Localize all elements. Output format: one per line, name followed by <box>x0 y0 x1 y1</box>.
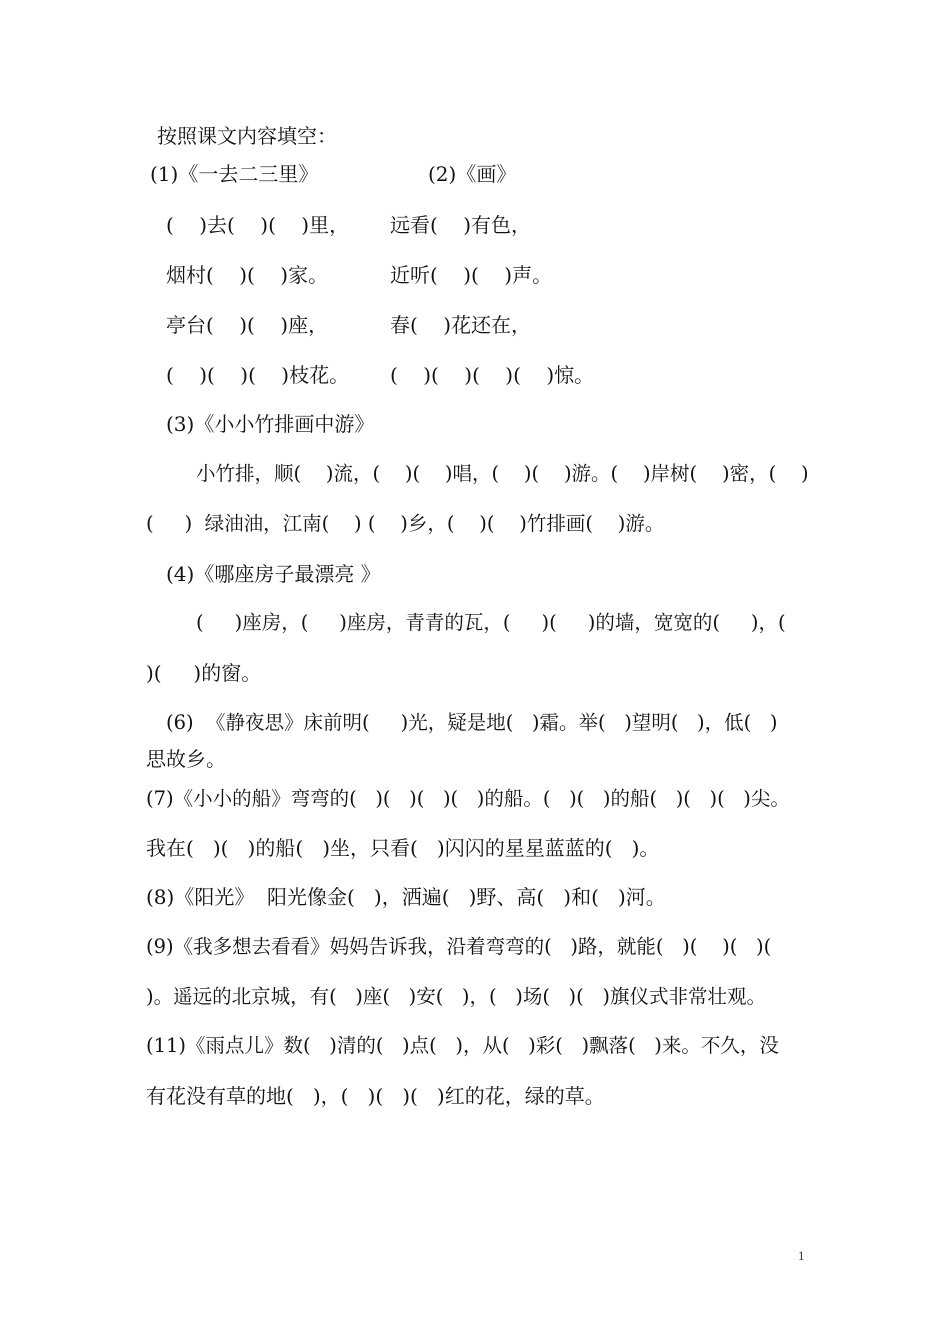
poem-2-line-4: ( )( )( )( )惊。 <box>390 363 595 387</box>
poem-2-line-1: 远看( )有色， <box>390 213 532 237</box>
section-8-line: (8)《阳光》 阳光像金( )，洒遍( )野、高( )和( )河。 <box>146 885 666 909</box>
section-2-title: (2)《画》 <box>428 162 517 186</box>
section-7-line-1: (7)《小小的船》弯弯的( )( )( )( )的船。( )( )的船( )( )( )尖。 <box>146 787 790 810</box>
section-3-line-2: ( ) 绿油油，江南( ) ( )乡，( )( )竹排画( )游。 <box>146 512 665 535</box>
section-6-line-1: (6) 《静夜思》床前明( )光，疑是地( )霜。举( )望明( )，低( ) <box>166 711 778 734</box>
section-11-line-1: (11)《雨点儿》数( )清的( )点( )，从( )彩( )飘落( )来。不久，没 <box>146 1034 779 1057</box>
section-4-title: (4)《哪座房子最漂亮 》 <box>166 562 381 586</box>
poem-1-line-4: ( )( )( )枝花。 <box>166 363 350 387</box>
poem-1-line-2: 烟村( )( )家。 <box>166 263 329 287</box>
section-11-line-2: 有花没有草的地( )，( )( )( )红的花，绿的草。 <box>146 1084 605 1108</box>
poem-1-line-3: 亭台( )( )座， <box>166 313 329 337</box>
poem-2-line-3: 春( )花还在， <box>390 313 532 337</box>
poem-1-line-1: ( )去( )( )里， <box>166 213 350 237</box>
section-3-line-1: 小竹排，顺( )流，( )( )唱，( )( )游。( )岸树( )密，( ) <box>196 462 809 485</box>
section-9-line-1: (9)《我多想去看看》妈妈告诉我，沿着弯弯的( )路，就能( )( )( )( <box>146 935 772 958</box>
section-1-title: (1)《一去二三里》 <box>150 162 319 186</box>
section-3-title: (3)《小小竹排画中游》 <box>166 412 375 436</box>
instruction-text: 按照课文内容填空： <box>157 124 337 148</box>
section-7-line-2: 我在( )( )的船( )坐，只看( )闪闪的星星蓝蓝的( )。 <box>146 836 660 860</box>
poem-2-line-2: 近听( )( )声。 <box>390 263 553 287</box>
section-4-line-2: )( )的窗。 <box>146 661 262 685</box>
section-6-line-2: 思故乡。 <box>146 747 226 771</box>
section-4-line-1: ( )座房，( )座房，青青的瓦，( )( )的墙，宽宽的( )，( <box>196 611 786 634</box>
page-number: 1 <box>798 1248 805 1263</box>
section-9-line-2: )。遥远的北京城，有( )座( )安( )，( )场( )( )旗仪式非常壮观。 <box>146 985 766 1008</box>
